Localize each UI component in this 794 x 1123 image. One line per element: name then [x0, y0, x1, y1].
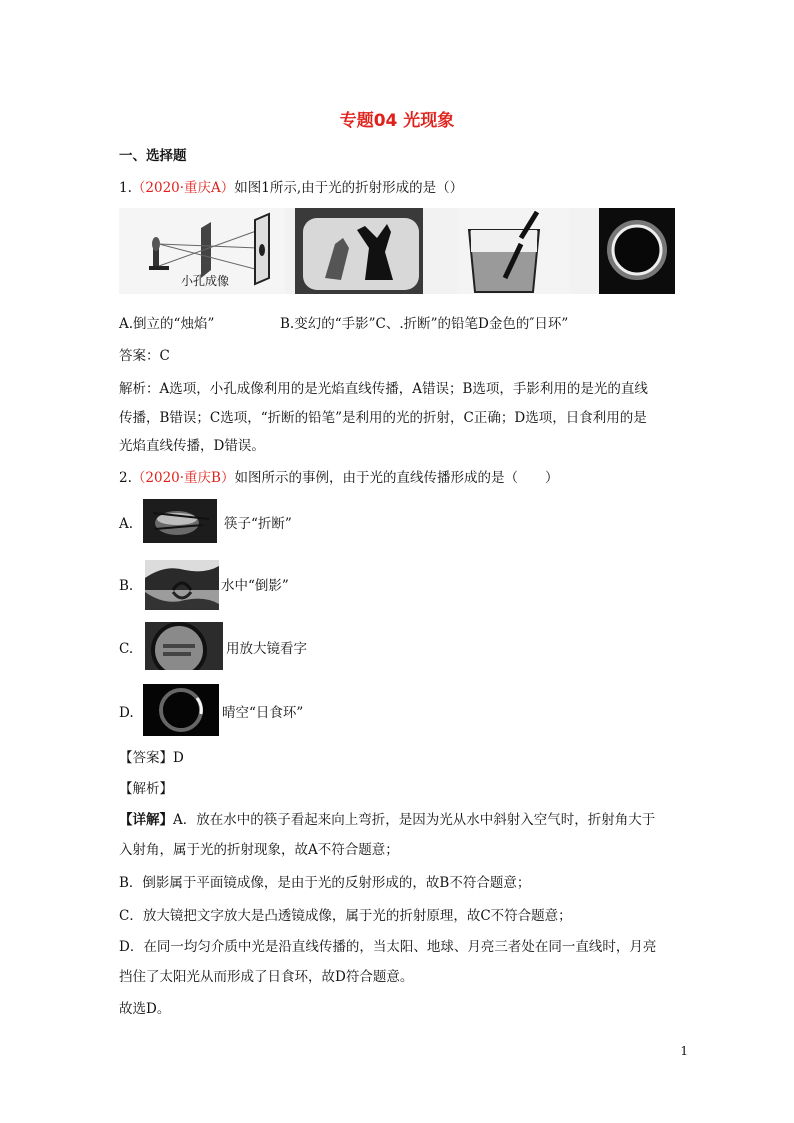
q2-answer-line [119, 748, 184, 768]
q2-detail-line: 入射角，属于光的折射现象，故A不符合题意； [119, 842, 399, 858]
magnifier-image [145, 622, 223, 670]
eclipse-figure [599, 208, 675, 294]
q2-detail-text: A．放在水中的筷子看起来向上弯折，是因为光从水中斜射入空气时，折射角大于 [173, 812, 656, 828]
q2-analysis-label: 【解析】 [119, 781, 173, 797]
q2-option-d-letter: D. [119, 705, 134, 721]
q2-stem-line [119, 468, 558, 488]
q1-options-bcd: B.变幻的“手影”C、.折断”的铅笔D金色的″日环” [280, 316, 569, 332]
eclipse-image [143, 684, 219, 736]
pencil-glass-figure [457, 208, 569, 294]
page-title: 专题04 光现象 [339, 111, 455, 131]
q1-stem-line [119, 178, 463, 198]
q1-stem: 如图1所示,由于光的折射形成的是（） [234, 180, 464, 196]
q1-number: 1. [119, 180, 132, 196]
q2-detail-line: D．在同一均匀介质中光是沿直线传播的，当太阳、地球、月亮三者处在同一直线时，月亮 [119, 939, 657, 955]
q2-option-d-text: 晴空“日食环” [222, 705, 304, 721]
pinhole-figure [119, 208, 285, 294]
q2-answer-label: 【答案】 [119, 750, 173, 766]
hand-shadow-figure [295, 208, 423, 294]
q2-source: （2020·重庆B） [131, 470, 235, 486]
q2-detail-line: 挡住了太阳光从而形成了日食环，故D符合题意。 [119, 969, 414, 985]
q1-figure-strip [119, 208, 675, 294]
q1-options-a: A.倒立的“烛焰” [119, 316, 215, 332]
water-reflection-image [145, 560, 219, 610]
q1-analysis-line: 传播，B错误；C选项，“折断的铅笔”是利用的光的折射，C正确；D选项，日食利用的是 [119, 410, 647, 426]
q2-detail-line: 故选D。 [119, 1001, 171, 1017]
q2-option-b-letter: B. [119, 578, 134, 594]
q2-detail-line: C．放大镜把文字放大是凸透镜成像，属于光的折射原理，故C不符合题意； [119, 908, 572, 924]
hand-shadow-image [295, 208, 423, 294]
q2-detail-line [119, 810, 655, 830]
eclipse-ring-image [599, 208, 675, 294]
q2-detail-label: 【详解】 [119, 812, 173, 828]
q2-option-a-letter: A. [119, 516, 134, 532]
pencil-glass-image [457, 208, 569, 294]
q2-stem: 如图所示的事例，由于光的直线传播形成的是（ ） [234, 470, 559, 486]
q2-answer-value: D [173, 750, 184, 766]
q1-analysis-line: 解析：A选项，小孔成像利用的是光焰直线传播，A错误；B选项，手影利用的是光的直线 [119, 381, 648, 397]
q1-source: （2020·重庆A） [131, 180, 235, 196]
q2-option-a-text: 筷子“折断” [224, 516, 292, 532]
q2-detail-line: B．倒影属于平面镜成像，是由于光的反射形成的，故B不符合题意； [119, 875, 531, 891]
page-number: 1 [680, 1044, 688, 1058]
pinhole-caption: 小孔成像 [181, 274, 230, 288]
q2-option-b-text: 水中“倒影” [221, 578, 289, 594]
q2-number: 2. [119, 470, 132, 486]
q1-answer: 答案：C [119, 348, 170, 364]
section-heading: 一、选择题 [119, 148, 187, 164]
q2-option-c-letter: C. [119, 641, 134, 657]
q2-option-c-text: 用放大镜看字 [226, 641, 307, 657]
q1-analysis-line: 光焰直线传播，D错误。 [119, 438, 265, 454]
chopsticks-image [143, 499, 217, 543]
